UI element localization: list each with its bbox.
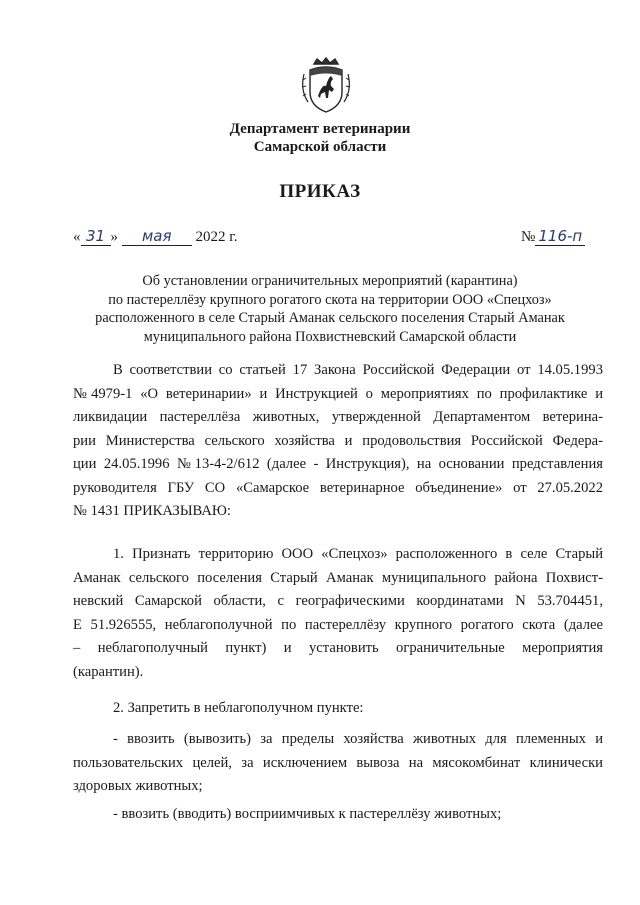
order-number	[521, 227, 585, 246]
text-line: В соответствии со статьей 17 Закона Российской Федерации от 14.05.1993	[113, 362, 603, 378]
text-line: (карантин).	[73, 663, 144, 680]
text-line: ции 24.05.1996 №13-4-2/612 (далее - Инструкция), на основании представления	[73, 456, 603, 472]
text-line: № 1431 ПРИКАЗЫВАЮ:	[73, 503, 231, 519]
date-open-quote: «	[73, 229, 81, 245]
number-value: 116-п	[535, 227, 585, 246]
order-subject	[60, 272, 600, 346]
text-line: 2. Запретить в неблагополучном пункте:	[113, 700, 364, 716]
date-close-quote: »	[110, 229, 118, 245]
date-day: 31	[81, 227, 111, 246]
text-line: здоровых животных;	[73, 778, 203, 794]
item-1-paragraph	[73, 543, 603, 684]
text-line: 1. Признать территорию ООО «Спецхоз» расположенного в селе Старый	[113, 546, 603, 562]
preamble-paragraph	[73, 359, 603, 524]
text-line: невский Самарской области, с географическими координатами N 53.704451,	[73, 593, 603, 609]
coat-of-arms-icon	[296, 56, 356, 116]
department-name: Департамент ветеринарии	[229, 121, 411, 137]
date-year: 2022 г.	[195, 229, 238, 245]
subject-line: муниципального района Похвистневский Самарской области	[143, 328, 517, 345]
document-title: ПРИКАЗ	[279, 181, 361, 202]
text-line: - ввозить (вывозить) за пределы хозяйства животных для племенных и	[113, 731, 603, 747]
text-line: ликвидации пастереллёза животных, утвержденной Департаментом ветерина-	[73, 409, 603, 425]
text-line: Аманак сельского поселения Старый Аманак муниципального района Похвист-	[73, 569, 603, 586]
text-line: рии Министерства сельского хозяйства и продовольствия Российской Федера-	[73, 432, 603, 449]
department-region: Самарской области	[253, 139, 387, 155]
order-date	[73, 227, 237, 246]
subject-line: по пастереллёзу крупного рогатого скота на территории ООО «Спецхоз»	[108, 291, 552, 308]
date-month: мая	[122, 227, 192, 246]
text-line: - ввозить (вводить) восприимчивых к пастереллёзу животных;	[113, 806, 502, 822]
item-2-subitem-2	[73, 803, 603, 827]
text-line: №4979-1 «О ветеринарии» и Инструкцией о мероприятиях по профилактике и	[73, 385, 603, 402]
item-2-subitem-1	[73, 728, 603, 799]
subject-line: Об установлении ограничительных мероприятий (карантина)	[142, 273, 518, 289]
text-line: – неблагополучный пункт) и установить ограничительные мероприятия	[73, 640, 603, 656]
text-line: пользовательских целей, за исключением вывоза на мясокомбинат клинически	[73, 754, 603, 771]
text-line: E 51.926555, неблагополучной по пастереллёзу крупного рогатого скота (далее	[73, 616, 603, 633]
item-2-heading	[73, 697, 603, 721]
number-prefix: №	[521, 229, 536, 245]
text-line: руководителя ГБУ СО «Самарское ветеринарное объединение» от 27.05.2022	[73, 479, 603, 496]
subject-line: расположенного в селе Старый Аманак сельского поселения Старый Аманак	[95, 310, 565, 326]
